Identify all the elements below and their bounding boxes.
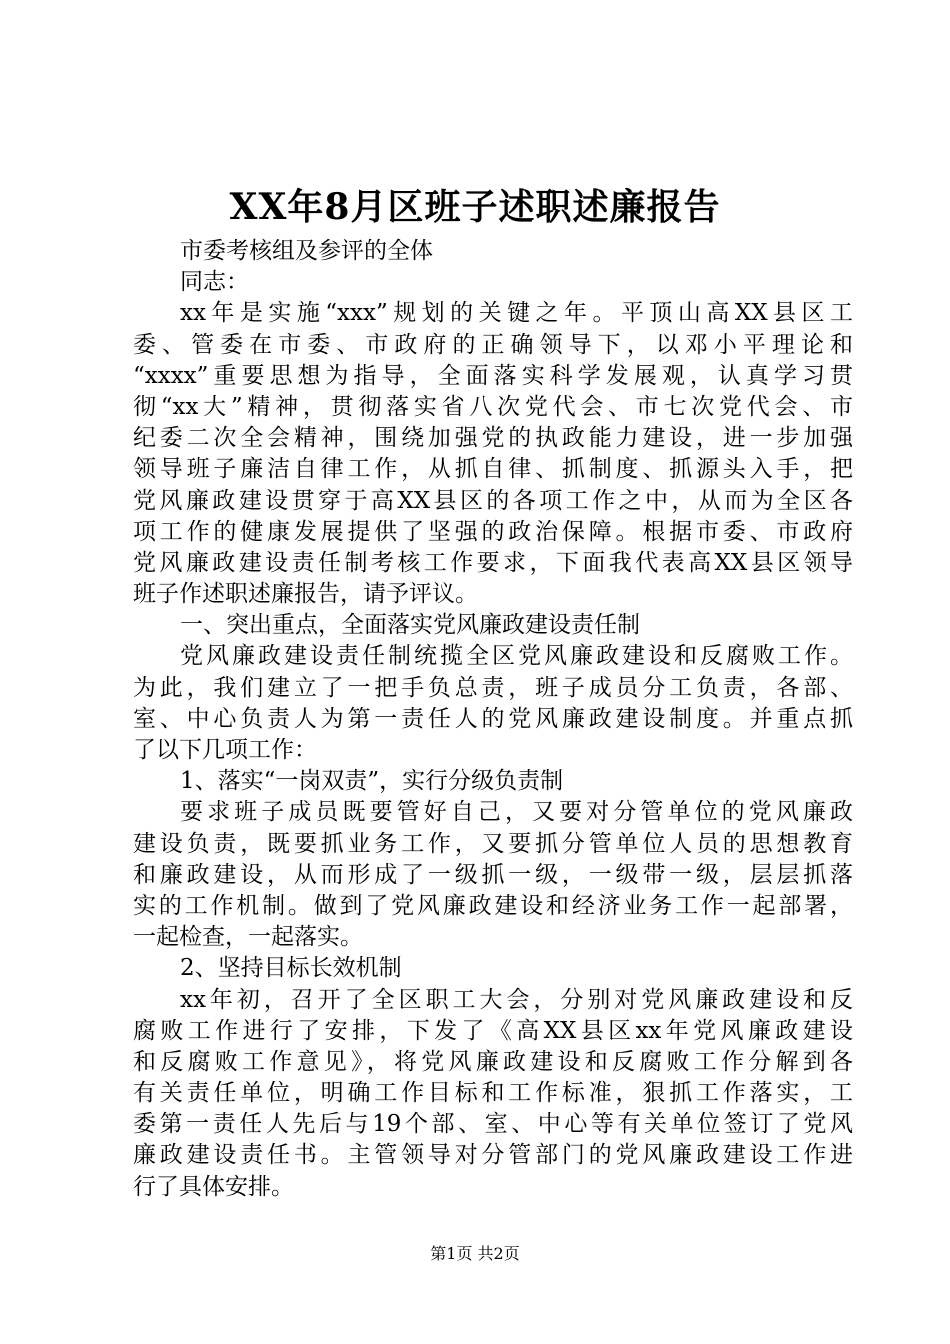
subsection-heading: 2、坚持目标长效机制 <box>180 955 402 982</box>
paragraph-line: 实的工作机制。做到了党风廉政建设和经济业务工作一起部署， <box>133 892 853 919</box>
paragraph-line: 和廉政建设，从而形成了一级抓一级，一级带一级，层层抓落 <box>133 861 853 888</box>
paragraph-line: 了以下几项工作： <box>133 737 317 763</box>
paragraph-line: 纪委二次全会精神，围绕加强党的执政能力建设，进一步加强 <box>133 425 853 452</box>
paragraph-line: 领导班子廉洁自律工作，从抓自律、抓制度、抓源头入手，把 <box>133 456 853 483</box>
paragraph-line: 为此，我们建立了一把手负总责，班子成员分工负责，各部、 <box>133 674 853 701</box>
paragraph-line: 要求班子成员既要管好自己，又要对分管单位的党风廉政 <box>180 799 853 826</box>
paragraph-line: 党风廉政建设责任制统揽全区党风廉政建设和反腐败工作。 <box>180 643 853 670</box>
paragraph-line: 和反腐败工作意见》，将党风廉政建设和反腐败工作分解到各 <box>133 1048 853 1075</box>
subsection-heading: 1、落实“一岗双责”，实行分级负责制 <box>180 768 564 795</box>
paragraph-line: 彻“xx大”精神，贯彻落实省八次党代会、市七次党代会、市 <box>133 393 853 420</box>
paragraph-line: 委、管委在市委、市政府的正确领导下，以邓小平理论和 <box>133 331 853 358</box>
paragraph-line: 党风廉政建设责任制考核工作要求，下面我代表高XX县区领导 <box>133 549 853 576</box>
salutation-line-2: 同志： <box>180 269 249 296</box>
document-body <box>133 236 853 1203</box>
paragraph-line: 委第一责任人先后与19个部、室、中心等有关单位签订了党风 <box>133 1111 853 1138</box>
section-heading: 一、突出重点，全面落实党风廉政建设责任制 <box>180 612 640 639</box>
page-footer: 第1页 共2页 <box>430 1244 520 1263</box>
paragraph-line: 廉政建设责任书。主管领导对分管部门的党风廉政建设工作进 <box>133 1142 853 1169</box>
paragraph-line: 腐败工作进行了安排，下发了《高XX县区xx年党风廉政建设 <box>133 1017 853 1044</box>
paragraph-line: 有关责任单位，明确工作目标和工作标准，狠抓工作落实，工 <box>133 1080 853 1107</box>
paragraph-line: 项工作的健康发展提供了坚强的政治保障。根据市委、市政府 <box>133 518 853 545</box>
paragraph-line: “xxxx”重要思想为指导，全面落实科学发展观，认真学习贯 <box>133 362 853 389</box>
document-title: XX年8月区班子述职述廉报告 <box>229 186 721 228</box>
paragraph-line: 室、中心负责人为第一责任人的党风廉政建设制度。并重点抓 <box>133 705 853 732</box>
paragraph-line: 行了具体安排。 <box>133 1173 294 1200</box>
paragraph-line: 党风廉政建设贯穿于高XX县区的各项工作之中，从而为全区各 <box>133 487 853 514</box>
paragraph-line: 一起检查，一起落实。 <box>133 924 363 951</box>
paragraph-line: 班子作述职述廉报告，请予评议。 <box>133 581 478 608</box>
paragraph-line: xx年是实施“xxx”规划的关键之年。平顶山高XX县区工 <box>180 300 853 327</box>
paragraph-line: 建设负责，既要抓业务工作，又要抓分管单位人员的思想教育 <box>133 830 853 857</box>
salutation-line-1: 市委考核组及参评的全体 <box>180 238 433 264</box>
paragraph-line: xx年初，召开了全区职工大会，分别对党风廉政建设和反 <box>180 986 853 1013</box>
